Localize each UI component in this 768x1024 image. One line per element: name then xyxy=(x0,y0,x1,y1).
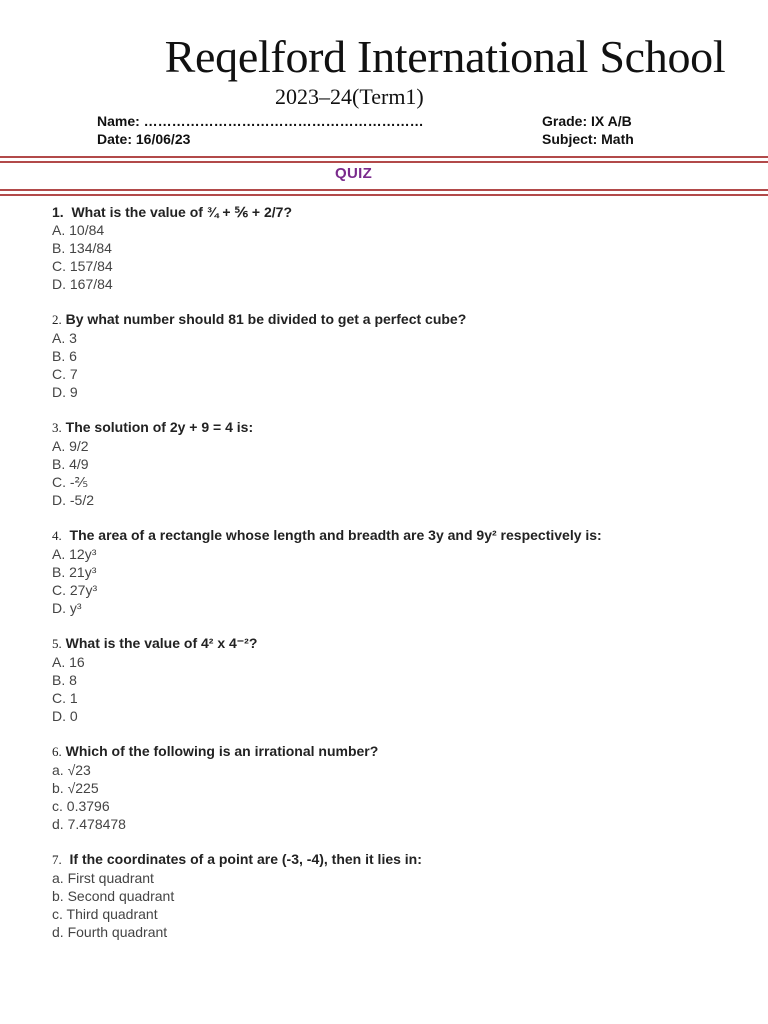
divider-bottom-1 xyxy=(0,189,768,191)
answer-option: C. 157/84 xyxy=(52,258,113,274)
question-text: The solution of 2y + 9 = 4 is: xyxy=(65,419,254,435)
date-field: Date: 16/06/23 xyxy=(97,131,191,147)
answer-option: C. 27y³ xyxy=(52,582,98,598)
question-prompt xyxy=(52,742,752,761)
question-2 xyxy=(52,310,752,401)
term-label: 2023–24(Term1) xyxy=(275,84,424,109)
answer-option: A. 16 xyxy=(52,654,85,670)
subject-field: Subject: Math xyxy=(542,131,634,147)
question-prompt xyxy=(52,418,752,437)
divider-top-2 xyxy=(0,161,768,163)
question-prompt xyxy=(52,850,752,869)
answer-option: B. 134/84 xyxy=(52,240,112,256)
question-number: 2. xyxy=(52,312,62,327)
question-number: 4. xyxy=(52,528,62,543)
question-text: The area of a rectangle whose length and breadth are 3y and 9y² respectively is: xyxy=(69,527,602,543)
question-6 xyxy=(52,742,752,833)
answer-option: C. 1 xyxy=(52,690,78,706)
answer-option: B. 4/9 xyxy=(52,456,89,472)
question-1 xyxy=(52,203,752,293)
question-number: 7. xyxy=(52,852,62,867)
question-text: If the coordinates of a point are (-3, -4), then it lies in: xyxy=(69,851,422,867)
answer-option: a. First quadrant xyxy=(52,870,154,886)
question-prompt xyxy=(52,526,752,545)
answer-option: A. 12y³ xyxy=(52,546,97,562)
question-5 xyxy=(52,634,752,725)
divider-top-1 xyxy=(0,156,768,158)
question-text: By what number should 81 be divided to get a perfect cube? xyxy=(65,311,467,327)
answer-option: D. 9 xyxy=(52,384,78,400)
answer-option: B. 8 xyxy=(52,672,77,688)
answer-option: B. 6 xyxy=(52,348,77,364)
answer-option: B. 21y³ xyxy=(52,564,97,580)
answer-option: d. Fourth quadrant xyxy=(52,924,168,940)
question-prompt xyxy=(52,203,752,221)
question-7 xyxy=(52,850,752,941)
answer-option: d. 7.478478 xyxy=(52,816,126,832)
question-number: 3. xyxy=(52,420,62,435)
answer-option: A. 9/2 xyxy=(52,438,89,454)
answer-option: A. 10/84 xyxy=(52,222,105,238)
quiz-title: QUIZ xyxy=(335,165,373,182)
grade-field: Grade: IX A/B xyxy=(542,113,632,129)
answer-option: C. 7 xyxy=(52,366,78,382)
answer-option: A. 3 xyxy=(52,330,77,346)
school-name: Reqelford International School xyxy=(164,31,726,82)
answer-option: D. y³ xyxy=(52,600,82,616)
answer-option: b. √225 xyxy=(52,780,99,796)
answer-option: c. Third quadrant xyxy=(52,906,158,922)
question-3 xyxy=(52,418,752,509)
question-prompt xyxy=(52,634,752,653)
answer-option: D. 167/84 xyxy=(52,276,113,292)
question-text: Which of the following is an irrational number? xyxy=(65,743,379,759)
name-field: Name: …………………………………………………… xyxy=(97,113,424,129)
answer-option: D. -5/2 xyxy=(52,492,95,508)
question-number: 6. xyxy=(52,744,62,759)
question-4 xyxy=(52,526,752,617)
question-text: What is the value of ¾ + ⅚ + 2/7? xyxy=(71,204,292,220)
answer-option: a. √23 xyxy=(52,762,91,778)
divider-bottom-2 xyxy=(0,194,768,196)
answer-option: D. 0 xyxy=(52,708,78,724)
question-number: 1. xyxy=(52,204,64,220)
question-number: 5. xyxy=(52,636,62,651)
answer-option: b. Second quadrant xyxy=(52,888,175,904)
answer-option: c. 0.3796 xyxy=(52,798,110,814)
question-text: What is the value of 4² x 4⁻²? xyxy=(65,635,258,651)
question-list xyxy=(52,203,752,958)
question-prompt xyxy=(52,310,752,329)
answer-option: C. -⅖ xyxy=(52,474,89,490)
